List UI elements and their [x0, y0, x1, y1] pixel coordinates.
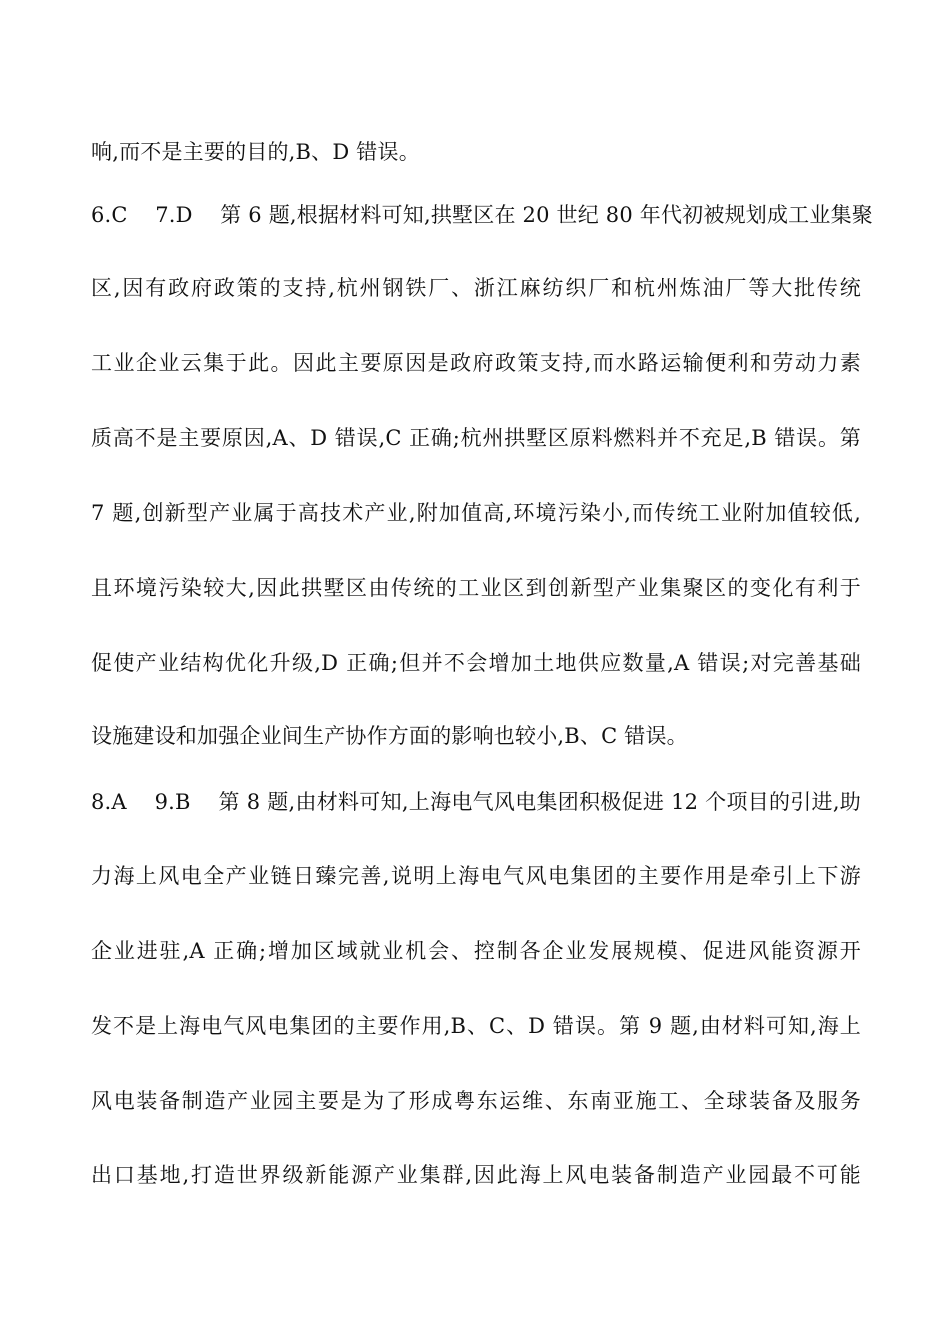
- text-line: 工业企业云集于此。因此主要原因是政府政策支持,而水路运输便利和劳动力素: [91, 351, 861, 375]
- text-line: 促使产业结构优化升级,D 正确;但并不会增加土地供应数量,A 错误;对完善基础: [91, 651, 861, 675]
- text-line: 力海上风电全产业链日臻完善,说明上海电气风电集团的主要作用是牵引上下游: [91, 864, 861, 888]
- text-line: 且环境污染较大,因此拱墅区由传统的工业区到创新型产业集聚区的变化有利于: [91, 576, 861, 600]
- text-line: 发不是上海电气风电集团的主要作用,B、C、D 错误。第 9 题,由材料可知,海上: [91, 1014, 861, 1038]
- text-line: 7 题,创新型产业属于高技术产业,附加值高,环境污染小,而传统工业附加值较低,: [91, 501, 861, 525]
- text-line: 响,而不是主要的目的,B、D 错误。: [91, 140, 420, 164]
- text-line: 8.A 9.B 第 8 题,由材料可知,上海电气风电集团积极促进 12 个项目的引进,助: [91, 790, 861, 814]
- text-line: 风电装备制造产业园主要是为了形成粤东运维、东南亚施工、全球装备及服务: [91, 1089, 861, 1113]
- text-line: 企业进驻,A 正确;增加区域就业机会、控制各企业发展规模、促进风能资源开: [91, 939, 861, 963]
- text-line: 6.C 7.D 第 6 题,根据材料可知,拱墅区在 20 世纪 80 年代初被规划成工业集聚: [91, 203, 873, 227]
- text-line: 设施建设和加强企业间生产协作方面的影响也较小,B、C 错误。: [91, 724, 688, 748]
- text-line: 质高不是主要原因,A、D 错误,C 正确;杭州拱墅区原料燃料并不充足,B 错误。第: [91, 426, 861, 450]
- text-line: 区,因有政府政策的支持,杭州钢铁厂、浙江麻纺织厂和杭州炼油厂等大批传统: [91, 276, 861, 300]
- text-line: 出口基地,打造世界级新能源产业集群,因此海上风电装备制造产业园最不可能: [91, 1163, 861, 1187]
